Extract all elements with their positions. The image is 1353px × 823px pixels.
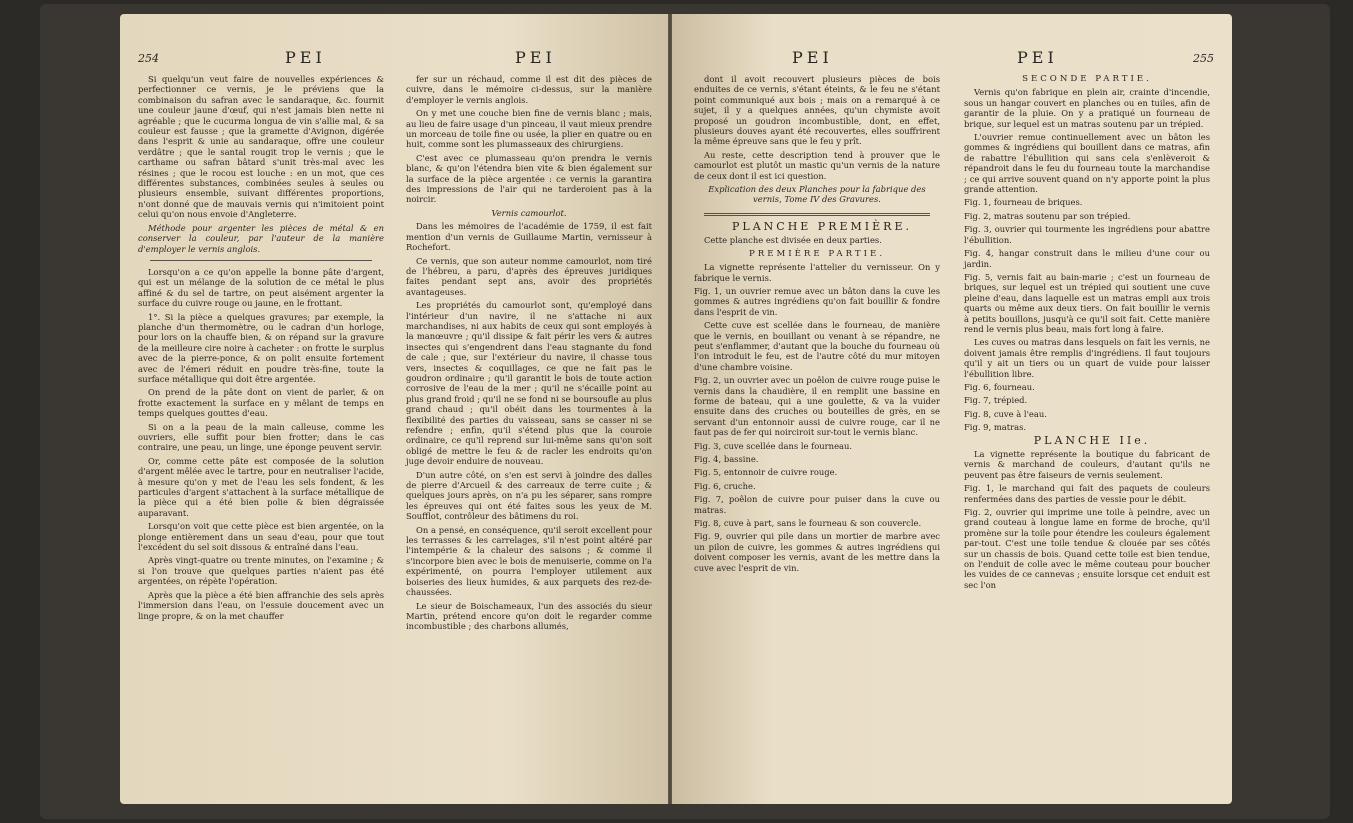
paragraph: 1°. Si la pièce a quelques gravures; par exemple, la planche d'un thermomètre, ou le cadran d'un horloge, pour lors on la chauffe bien, & on répand sur la gravure de la meilleure cire noire à cacheter : on frotte le surplus avec de la pierre-ponce, & on polit ensuite fortement avec de l'émeri réduit en poudre très-fine, toute la surface métallique qui doit être argentée. (138, 311, 384, 384)
paragraph: C'est avec ce plumasseau qu'on prendra le vernis blanc, & qu'on l'étendra bien vite & bien également sur la surface de la pièce argentée : ce vernis la garantira des impressions de l'air qui ne tarderoient pas à la noircir. (406, 152, 652, 205)
right-column-1 (694, 74, 940, 576)
figure-caption: Fig. 8, cuve à l'eau. (964, 408, 1047, 419)
right-column-2 (964, 74, 1210, 593)
figure-caption: Fig. 3, cuve scellée dans le fourneau. (694, 440, 853, 451)
paragraph: Si quelqu'un veut faire de nouvelles expériences & perfectionner ce vernis, je le préviens que la combinaison du safran avec le sandaraque, &c. fournit une couleur jaune d'œuf, qui n'est jamais bien nette ni agréable ; que le cucurma longua de vin s'allie mal, & sa couleur est fausse ; que la gramette d'Avignon, digérée dans l'esprit & unie au sandaraque, offre une couleur verdâtre ; que le santal rougit trop le vernis ; que le carthame ou safran bâtard s'unit très-mal avec les résines ; que le rocou est louche : en un mot, que ces différentes substances, combinées seules à seules ou plusieurs ensemble, suivant différentes proportions, n'ont donné que de mauvais vernis qui n'imitoient point celui qu'on nous envoie d'Angleterre. (138, 74, 384, 220)
figure-caption: Fig. 6, fourneau. (964, 381, 1035, 392)
section-title: Explication des deux Planches pour la fabrique des vernis, Tome IV des Gravures. (708, 184, 926, 205)
section-title: Méthode pour argenter les pièces de métal & en conserver la couleur, par l'auteur de la manière d'employer le vernis anglois. (138, 222, 384, 254)
paragraph: On prend de la pâte dont on vient de parler, & on frotte exactement la surface en y mêlant de temps en temps quelques gouttes d'eau. (138, 387, 384, 419)
paragraph: Cette cuve est scellée dans le fourneau, de manière que le vernis, en bouillant ou venant à se répandre, ne peut s'enflammer, d'autant que la bouche du fourneau où l'on introduit le feu, est de l'autre côté du mur mitoyen d'une chambre voisine. (694, 320, 940, 372)
paragraph: fer sur un réchaud, comme il est dit des pièces de cuivre, dans le mémoire ci-dessus, sur la manière d'employer le vernis anglois. (406, 74, 652, 105)
paragraph: La vignette représente la boutique du fabricant de vernis & marchand de couleurs, d'autant qu'ils ne peuvent pas être faiseurs de vernis seulement. (964, 449, 1210, 480)
paragraph: Dans les mémoires de l'académie de 1759, il est fait mention d'un vernis de Guillaume Martin, vernisseur à Rochefort. (406, 221, 652, 253)
figure-caption: Fig. 2, ouvrier qui imprime une toile à peindre, avec un grand couteau à longue lame en forme de broche, qu'il promène sur la toile pour étendre les couleurs également par-tout. C'est une toile tendue & clouée par ses côtés sur un chassis de bois. Quand cette toile est bien tendue, on l'enduit de colle avec le même couteau pour boucher les vuides de ce cannevas ; ensuite lorsque cet enduit est sec l'on (964, 507, 1210, 590)
running-head-left-2: PEI (515, 48, 556, 67)
paragraph: Après que la pièce a été bien affranchie des sels après l'immersion dans l'eau, on l'essuie doucement avec un linge propre, & on la met chauffer (138, 589, 384, 621)
figure-caption: Fig. 3, ouvrier qui tourmente les ingrédiens pour abattre l'ébullition. (964, 224, 1210, 245)
paragraph: Si on a la peau de la main calleuse, comme les ouvriers, elle suffit pour bien frotter; dans le cas contraire, une peau, un linge, une éponge peuvent servir. (138, 421, 384, 453)
page-number-left: 254 (138, 52, 159, 65)
part-title: PREMIÈRE PARTIE. (748, 248, 886, 259)
paragraph: Les cuves ou matras dans lesquels on fait les vernis, ne doivent jamais être remplis d'ingrédiens. Il faut toujours qu'il y ait un tiers ou un quart de vuide pour laisser l'ébullition libre. (964, 337, 1210, 379)
right-page (672, 14, 1232, 804)
plate-title: PLANCHE IIe. (1033, 433, 1151, 447)
figure-caption: Fig. 7, poêlon de cuivre pour puiser dans la cuve ou matras. (694, 494, 940, 515)
page-number-right: 255 (1193, 52, 1214, 65)
figure-caption: Fig. 4, bassine. (694, 454, 759, 464)
paragraph: Cette planche est divisée en deux parties. (704, 235, 882, 246)
plate-title: PLANCHE PREMIÈRE. (732, 219, 912, 233)
paragraph: On a pensé, en conséquence, qu'il seroit excellent pour les terrasses & les carrelages, s'il n'est point altéré par l'intempérie & la chaleur des saisons ; & comme il s'incorpore bien avec le bois de menuiserie, comme on l'a expérimenté, on pourra l'employer utilement aux boiseries des lieux humides, & aux parquets des rez-de-chaussées. (406, 524, 652, 598)
paragraph: Lorsqu'on a ce qu'on appelle la bonne pâte d'argent, qui est un mélange de la solution de ce métal le plus affiné & du sel de tartre, on peut aisément argenter la surface du cuivre rouge ou jaune, en le frottant. (138, 266, 384, 309)
paragraph: La vignette représente l'attelier du vernisseur. On y fabrique le vernis. (694, 262, 940, 283)
divider (150, 260, 371, 261)
left-page (120, 14, 668, 804)
figure-caption: Fig. 5, entonnoir de cuivre rouge. (694, 467, 838, 478)
paragraph: Au reste, cette description tend à prouver que le camourlot est plutôt un mastic qu'un vernis de la nature de ceux dont il est ici question. (694, 149, 940, 181)
paragraph: dont il avoit recouvert plusieurs pièces de bois enduites de ce vernis, s'étant éteints, & le feu ne s'étant point communiqué aux bois ; mais on a remarqué à ce sujet, il y a quelques années, qu'un chymiste avoit proposé un goudron incombustible, dont, en effet, plusieurs douves ayant été recouvertes, elles souffrirent la même épreuve sans que le feu y prît. (694, 74, 940, 147)
paragraph: Lorsqu'on voit que cette pièce est bien argentée, on la plonge entièrement dans un seau d'eau, pour que tout l'excédent du sel soit dissous & entraîné dans l'eau. (138, 521, 384, 553)
paragraph: Or, comme cette pâte est composée de la solution d'argent mêlée avec le tartre, pour en neutraliser l'acide, à mesure qu'on y met de l'eau les sels fondent, & les particules d'argent s'attachent à la surface métallique de la pièce qui a été bien polie & bien dégraissée auparavant. (138, 455, 384, 518)
paragraph: Après vingt-quatre ou trente minutes, on l'examine ; & si l'on trouve que quelques parties n'aient pas été argentées, on répète l'opération. (138, 555, 384, 587)
divider (704, 213, 930, 216)
paragraph: D'un autre côté, on s'en est servi à joindre des dalles de pierre d'Arcueil & des carreaux de terre cuite ; & quelques jours après, on n'a pu les séparer, sans rompre les épreuves qui ont été faites sous les yeux de M. Soufflot, contrôleur des bâtimens du roi. (406, 469, 652, 522)
figure-caption: Fig. 2, matras soutenu par son trépied. (964, 210, 1131, 221)
figure-caption: Fig. 5, vernis fait au bain-marie ; c'est un fourneau de briques, sur lequel est un trépied qui soutient une cuve pleine d'eau, dans laquelle est un matras empli aux trois quarts ou même aux deux tiers. On fait bouillir le vernis à petits bouillons, jusqu'à ce qu'il soit fait. Cette manière rend le vernis plus beau, mais fort long à faire. (964, 271, 1210, 334)
figure-caption: Fig. 1, un ouvrier remue avec un bâton dans la cuve les gommes & autres ingrédiens qu'on fait bouillir & fondre dans l'esprit de vin. (694, 285, 940, 317)
section-title: Vernis camourlot. (491, 207, 567, 218)
figure-caption: Fig. 7, trépied. (964, 395, 1028, 406)
paragraph: Ce vernis, que son auteur nomme camourlot, nom tiré de l'hébreu, a paru, d'après des épreuves juridiques faites pendant sept ans, avoir des propriétés avantageuses. (406, 255, 652, 297)
figure-caption: Fig. 6, cruche. (694, 480, 756, 491)
paragraph: On y met une couche bien fine de vernis blanc ; mais, au lieu de faire usage d'un pinceau, il vaut mieux prendre un morceau de toile fine ou usée, la plier en quatre ou en huit, comme sont les plumasseaux des chirurgiens. (406, 108, 652, 150)
paragraph: Vernis qu'on fabrique en plein air, crainte d'incendie, sous un hangar couvert en planches ou en tuiles, afin de garantir de la pluie. On y a pratiqué un fourneau de brique, sur lequel est un matras soutenu par un trépied. (964, 87, 1210, 129)
running-head-right-1: PEI (792, 48, 833, 67)
part-title: SECONDE PARTIE. (1022, 74, 1152, 84)
left-column-1 (138, 74, 384, 624)
left-column-2 (406, 74, 652, 635)
running-head-left-1: PEI (285, 48, 326, 67)
paragraph: Le sieur de Boischameaux, l'un des associés du sieur Martin, prétend encore qu'on doit le regarder comme incombustible ; des charbons allumés, (406, 600, 652, 632)
figure-caption: Fig. 2, un ouvrier avec un poêlon de cuivre rouge puise le vernis dans la chaudière, il en remplit une bassine en forme de bateau, qui a une goulette, & va la vuider ensuite dans des cruches ou bouteilles de grès, en se servant d'un entonnoir aussi de cuivre rouge, car il ne faut pas de fer qui noirciroit sur-tout le vernis blanc. (694, 375, 940, 438)
figure-caption: Fig. 8, cuve à part, sans le fourneau & son couvercle. (694, 518, 922, 529)
figure-caption: Fig. 1, fourneau de briques. (964, 197, 1083, 208)
figure-caption: Fig. 9, ouvrier qui pile dans un mortier de marbre avec un pilon de cuivre, les gommes & autres ingrédiens qui doivent composer les vernis, avant de les mettre dans la cuve avec l'esprit de vin. (694, 531, 940, 573)
paragraph: Les propriétés du camourlot sont, qu'employé dans l'intérieur d'un navire, il ne s'attache ni aux marchandises, ni aux habits de ceux qui sont employés à la manœuvre ; qu'il dissipe & fait périr les vers & autres insectes qui s'engendrent dans l'eau stagnante du fond de cale ; que, sur l'extérieur du navire, il chasse tous vers, insectes & coquillages, ce que ne fait pas le goudron ordinaire ; qu'il garantit le bois de toute action corrosive de l'eau de la mer ; qu'il ne s'écaille point au plus grand froid ; qu'il ne se fond ni se boursoufle au plus grand chaud ; qu'il obéit dans les tourmentes à la flexibilité des parties du vaisseau, sans se casser ni se refendre ; enfin, qu'il s'étend plus que la couroie ordinaire, ce qu'il reprend sur lui-même sans qu'on soit obligé de mettre le feu & de racler les endroits qu'on juge devoir enduire de nouveau. (406, 300, 652, 467)
running-head-right-2: PEI (1017, 48, 1058, 67)
figure-caption: Fig. 1, le marchand qui fait des paquets de couleurs renfermées dans des parties de vessie pour le débit. (964, 483, 1210, 504)
figure-caption: Fig. 4, hangar construit dans le milieu d'une cour ou jardin. (964, 248, 1210, 269)
figure-caption: Fig. 9, matras. (964, 422, 1027, 433)
paragraph: L'ouvrier remue continuellement avec un bâton les gommes & ingrédiens qui bouillent dans ce matras, afin de rabattre l'ébullition qui sans cela s'enlèveroit & répandroit dans le feu du fourneau toute la marchandise ; ce qui arrive souvent quand on n'y apporte point la plus grande attention. (964, 132, 1210, 195)
